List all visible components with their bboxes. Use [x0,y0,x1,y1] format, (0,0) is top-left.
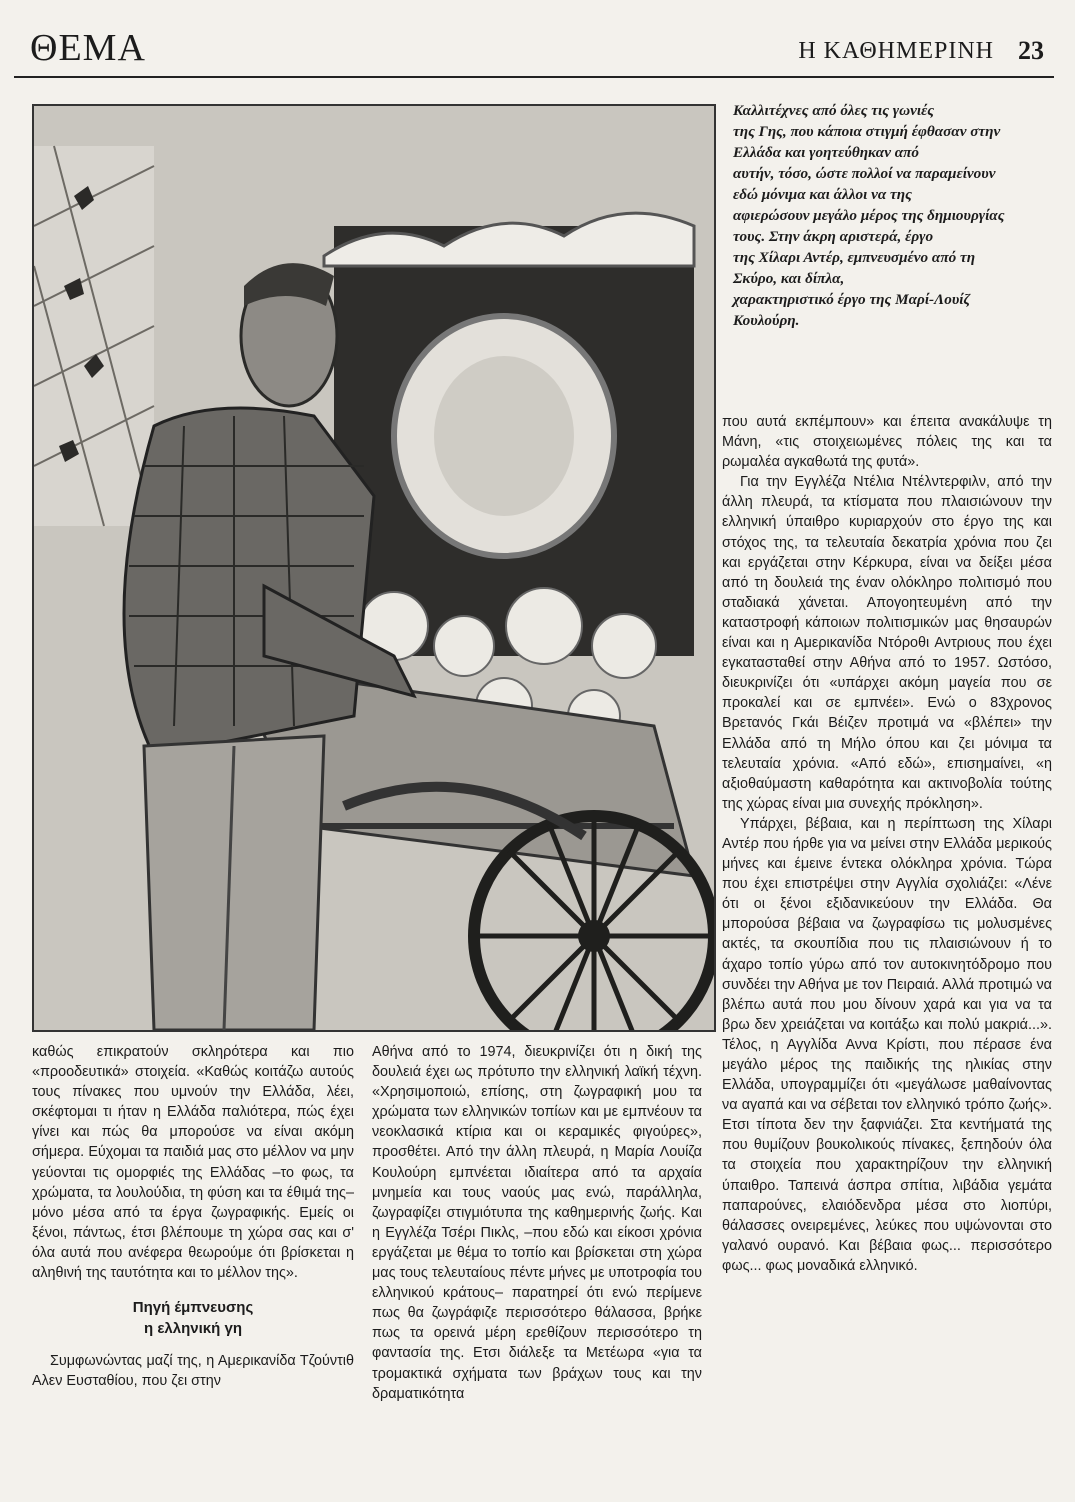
section-title: ΘΕΜΑ [30,27,146,69]
subheading [32,1297,354,1339]
subheading-line: Πηγή έμπνευσης [132,1299,254,1317]
caption-line: αφιερώσουν μεγάλο μέρος της δημιουργίας [733,207,1005,224]
caption-line: αυτήν, τόσο, ώστε πολλοί να παραμείνουν [733,165,996,182]
article-column-left [32,1042,354,1391]
caption-line: τους. Στην άκρη αριστερά, έργο [733,228,934,245]
photo-caption [733,100,1053,331]
article-paragraph: Υπάρχει, βέβαια, και η περίπτωση της Χίλαρι Αντέρ που ήρθε για να μείνει στην Ελλάδα μερικούς μήνες και έμεινε έντεκα ολόκληρα χρόνια. Τώρα που έχει επιστρέψει στην Αγγλία σχολιάζει: «Λένε ότι οι ξένοι εξιδανικεύουν την Ελλάδα. Θα μπορούσα βέβαια να ζωγραφίσω τις μολυσμένες ακτές, τα σκουπίδια που τις πλαισιώνουν ή το άχαρο τοπίο γύρω από τον αυτοκινητόδρομο που συνδέει την Αθήνα με τον Πειραιά. Αλλά προτιμώ να βλέπω αυτά που μου δίνουν χαρά και για να τα βρω δεν χρειάζεται να κοιτάξω και πολύ μακριά...». Τέλος, η Αγγλίδα Αννα Κρίστι, που πέρασε ένα μεγάλο μέρος της παιδικής της ηλικίας στην Ελλάδα, υπογραμμίζει ότι «μεγάλωσε μαθαίνοντας να αγαπά και να σέβεται τον ελληνικό τρόπο ζωής». Ετσι τίποτα δεν την ξαφνιάζει. Στα κεντήματά της που θυμίζουν βουκολικούς πίνακες, ξεπηδούν όλα τα στοιχεία που χαρακτηρίζουν την ελληνική ύπαιθρο. Ταπεινά άσπρα σπίτια, λιβάδια γεμάτα παπαρούνες, ελαιόδενδρα μέσα στο λιοπύρι, θάλασσες ονειρεμένες, λεύκες που υψώνονται στο γαλανό ουρανό. Και βέβαια φως... περισσότερο φως... φως μοναδικά ελληνικό. [722,815,1052,1274]
article-paragraph: που αυτά εκπέμπουν» και έπειτα ανακάλυψε τη Μάνη, «τις στοιχειωμένες πόλεις της και τα ρωμαλέα αγκαθωτά της φυτά». [722,414,1052,471]
caption-line: Σκύρο, και δίπλα, [733,270,845,287]
header-rule [14,76,1054,78]
subheading-line: η ελληνική γη [143,1320,242,1338]
page-number: 23 [1018,36,1044,65]
caption-line: Ελλάδα και γοητεύθηκαν από [733,144,920,161]
article-paragraph: καθώς επικρατούν σκληρότερα και πιο «προοδευτικά» στοιχεία. «Καθώς κοιτάζω αυτούς τους πίνακες που υμνούν την Ελλάδα, λέει, σκέφτομαι τι ήταν η Ελλάδα παλιότερα, πώς έχει γίνει και πώς θα μπορούσε να είναι ακόμη σήμερα. Εύχομαι τα παιδιά μας στο μέλλον να μην γεύονται τις ομορφιές της Ελλάδας –το φως, τα χρώματα, τα λουλούδια, τη φύση και τα έθιμά της– μόνο μέσα από τα έργα ζωγραφικής. Εμείς οι ξένοι, πάντως, έτσι βλέπουμε τη χώρα σας και σ' όλα αυτά που ανέφερα θεωρούμε ότι βρίσκεται η αληθινή της ταυτότητα και το μέλλον της». [32,1044,354,1282]
painting-illustration [34,106,714,1030]
caption-line: της Χίλαρι Αντέρ, εμπνευσμένο από τη [733,249,976,266]
caption-line: εδώ μόνιμα και άλλοι να της [733,186,912,203]
caption-line: της Γης, που κάποια στιγμή έφθασαν στην [733,123,1001,140]
caption-line: Καλλιτέχνες από όλες τις γωνιές [733,102,935,119]
article-paragraph: Αθήνα από το 1974, διευκρινίζει ότι η δική της δουλειά έχει ως πρότυπο την ελληνική λαϊκή τέχνη. «Χρησιμοποιώ, επίσης, στη ζωγραφική μου τα χρώματα των ελληνικών τοπίων και με εμπνέουν τα νεοκλασικά κτίρια και οι κεραμικές φιγούρες», προσθέτει. Από την άλλη πλευρά, η Μαρία Λουίζα Κουλούρη εμπνέεται ιδιαίτερα από τα αρχαία μνημεία και τους ναούς μας ενώ, παράλληλα, ζωγραφίζει στιγμιότυπα της καθημερινής ζωής. Και η Εγγλέζα Τσέρι Πικλς, –που εδώ και είκοσι χρόνια εργάζεται με θέμα το τοπίο και βρίσκεται στη χώρα μας τους τελευταίους πέντε μήνες με υποτροφία του ελληνικού κράτους– παρατηρεί ότι ενώ περίμενε πως θα ζωγράφιζε περισσότερο θάλασσα, βρήκε πως τα ορεινά μέρη ερεθίζουν περισσότερο τη φαντασία της. Ετσι διάλεξε τα Μετέωρα «για τα τρομακτικά σχήματα των βράχων τους και την δραματικότητα [372,1044,702,1402]
article-column-middle [372,1042,702,1404]
page-header [30,22,1050,72]
newspaper-name: Η ΚΑΘΗΜΕΡΙΝΗ [798,38,994,64]
article-paragraph: Συμφωνώντας μαζί της, η Αμερικανίδα Τζούντιθ Αλεν Ευσταθίου, που ζει στην [32,1353,354,1390]
article-column-right [722,412,1052,1276]
article-paragraph: Για την Εγγλέζα Ντέλια Ντέλντερφιλν, από την άλλη πλευρά, τα κτίσματα που πλαισιώνουν την ελληνική ύπαιθρο κυριαρχούν στο έργο της και στόχος της, τα τελευταία δεκατρία χρόνια που ζει και εργάζεται στην Κέρκυρα, είναι να δείξει μέσα από τη δουλειά της έναν ολόκληρο πολιτισμό που σταδιακά χάνεται. Απογοητευμένη από την καταστροφή κάποιων πολιτισμικών μας θησαυρών είναι και η Αμερικανίδα Ντόροθι Αντριους που έχει εγκατασταθεί στην Αθήνα από το 1957. Ωστόσο, διευκρινίζει ότι «υπάρχει ακόμη μαγεία που σε προκαλεί και σε εμπνέει». Ενώ ο 83χρονος Βρετανός Γκάι Βέιζεν προτιμά να «βλέπει» την Ελλάδα από τη Μήλο όπου και ζει μόνιμα τα τελευταία χρόνια. «Από εδώ», επισημαίνει, «η αξιοθαύμαστη καθαρότητα και ακτινοβολία τούτης της χώρας είναι μια συνεχής πρόκληση». [722,474,1052,812]
caption-line: χαρακτηριστικό έργο της Μαρί-Λουίζ [733,291,971,308]
caption-line: Κουλούρη. [733,312,800,329]
artwork-photo [32,104,716,1032]
